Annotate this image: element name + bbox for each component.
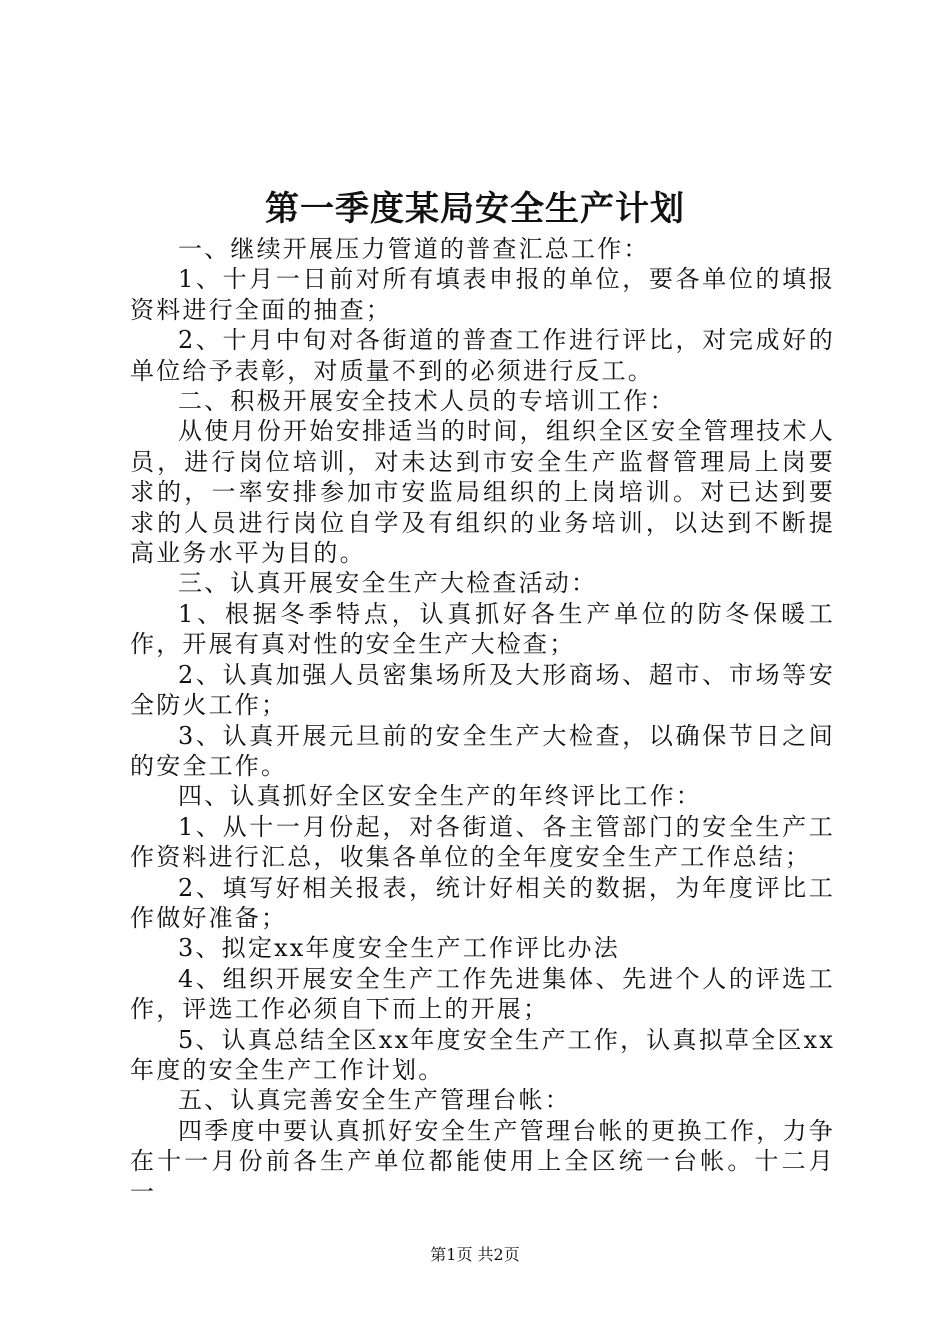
paragraph: 1、十月一日前对所有填表申报的单位，要各单位的填报资料进行全面的抽查； — [130, 265, 835, 324]
paragraph: 2、十月中旬对各街道的普查工作进行评比，对完成好的单位给予表彰，对质量不到的必须进行反工。 — [130, 326, 835, 385]
page-footer — [0, 1243, 950, 1267]
page-number: 第1页 — [430, 1245, 473, 1264]
paragraph: 4、组织开展安全生产工作先进集体、先进个人的评选工作，评选工作必须自下而上的开展； — [130, 964, 835, 1024]
paragraph: 3、拟定xx年度安全生产工作评比办法 — [178, 934, 620, 963]
document-body — [130, 234, 835, 1207]
section-heading-5: 五、认真完善安全生产管理台帐： — [178, 1086, 571, 1115]
section-heading-1: 一、继续开展压力管道的普查汇总工作： — [178, 235, 650, 263]
section-heading-4: 四、认真抓好全区安全生产的年终评比工作： — [178, 782, 702, 811]
paragraph: 1、从十一月份起，对各街道、各主管部门的安全生产工作资料进行汇总，收集各单位的全年度安全生产工作总结； — [130, 812, 835, 872]
paragraph: 四季度中要认真抓好安全生产管理台帐的更换工作，力争在十一月份前各生产单位都能使用上全区统一台帐。十二月一 — [130, 1116, 835, 1206]
paragraph: 1、根据冬季特点，认真抓好各生产单位的防冬保暖工作，开展有真对性的安全生产大检查； — [130, 599, 835, 659]
paragraph: 从使月份开始安排适当的时间，组织全区安全管理技术人员，进行岗位培训，对未达到市安全生产监督管理局上岗要求的，一率安排参加市安监局组织的上岗培训。对已达到要求的人员进行岗位自学及有组织的业务培训，以达到不断提高业务水平为目的。 — [130, 417, 835, 568]
paragraph: 2、认真加强人员密集场所及大形商场、超市、市场等安全防火工作； — [130, 660, 835, 720]
section-heading-3: 三、认真开展安全生产大检查活动： — [178, 569, 598, 598]
paragraph: 2、填写好相关报表，统计好相关的数据，为年度评比工作做好准备； — [130, 873, 835, 932]
paragraph: 5、认真总结全区xx年度安全生产工作，认真拟草全区xx年度的安全生产工作计划。 — [130, 1025, 835, 1084]
page-total: 共2页 — [477, 1245, 520, 1264]
paragraph: 3、认真开展元旦前的安全生产大检查，以确保节日之间的安全工作。 — [130, 721, 835, 780]
document-title: 第一季度某局安全生产计划 — [265, 189, 685, 229]
section-heading-2: 二、积极开展安全技术人员的专培训工作： — [178, 387, 676, 416]
